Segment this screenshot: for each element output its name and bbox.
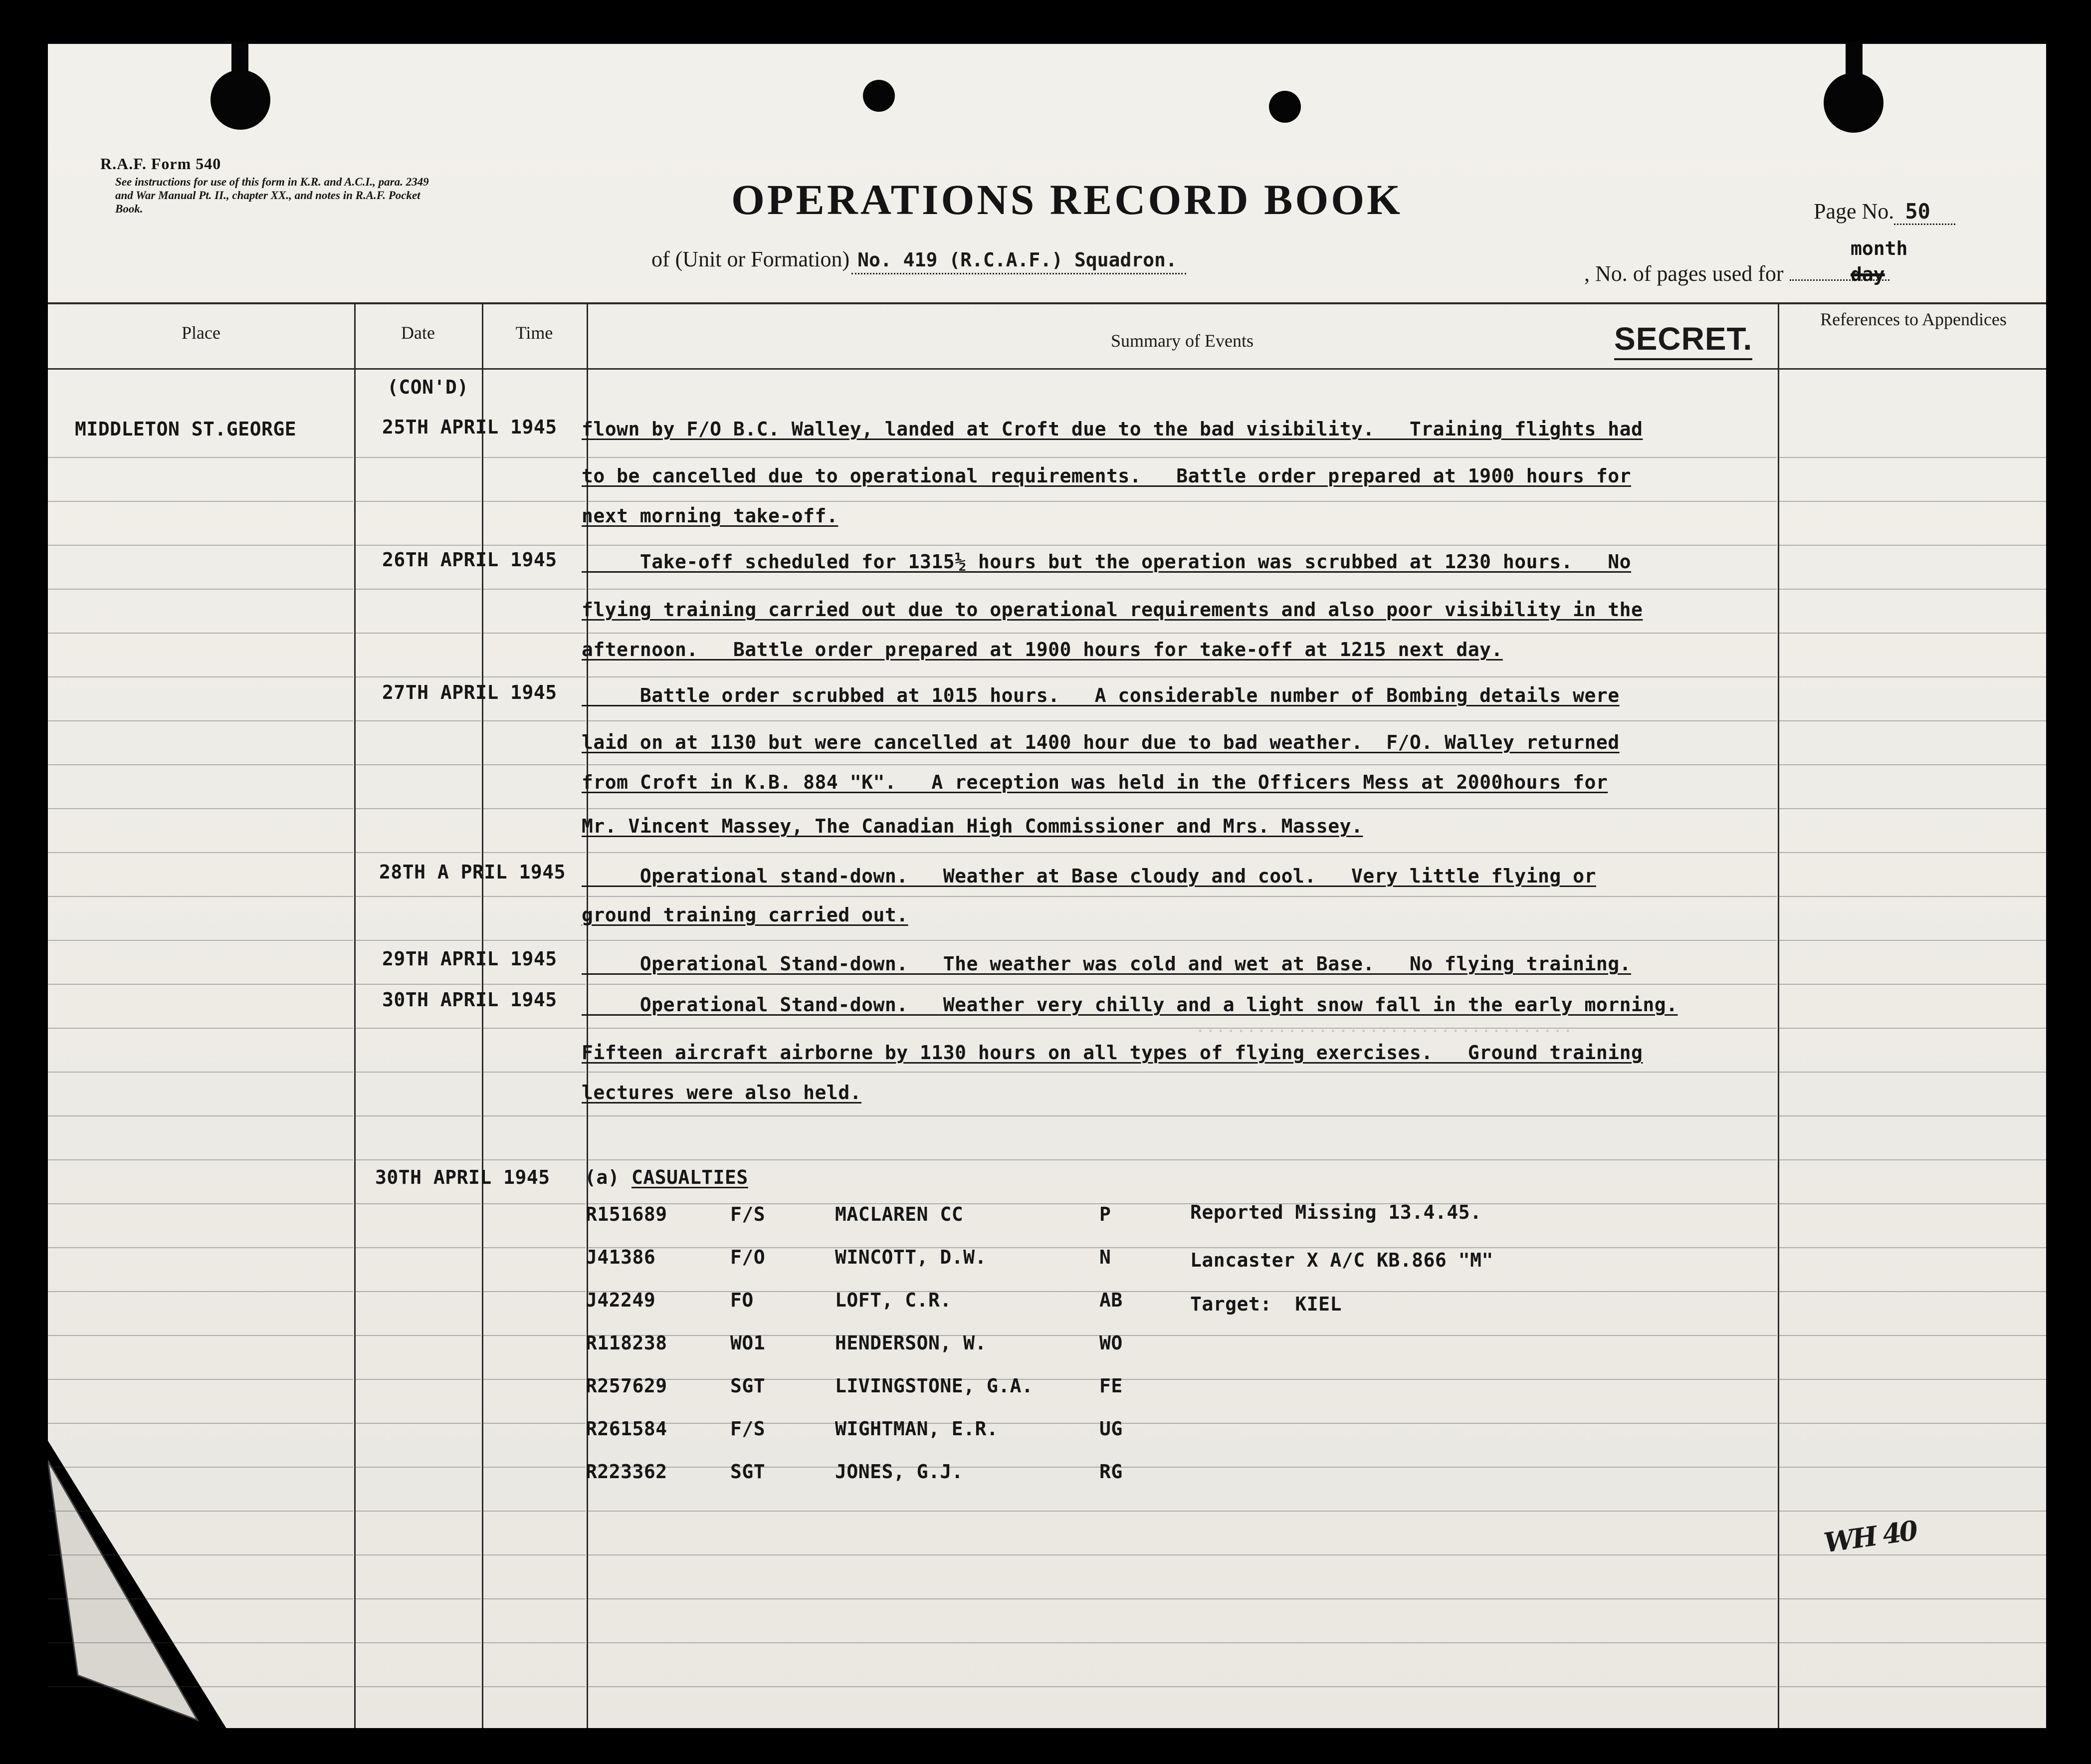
punch-hole-center: [863, 80, 895, 112]
ruled-line: [48, 852, 353, 853]
ruled-line: [483, 1335, 586, 1336]
ruled-line: [48, 1554, 353, 1555]
ruled-line: [356, 1642, 481, 1643]
ruled-line: [588, 633, 1777, 634]
ruled-line: [483, 852, 586, 853]
ruled-line: [1779, 457, 2046, 458]
column-divider-date: [482, 302, 483, 1728]
ruled-line: [1779, 633, 2046, 634]
column-header-place: Place: [182, 323, 220, 343]
entry-text-line: Operational stand-down. Weather at Base cloudy and cool. Very little flying or: [582, 865, 1596, 887]
entry-text-line: to be cancelled due to operational requirements. Battle order prepared at 1900 hours for: [582, 465, 1632, 487]
crew-rank: FO: [730, 1289, 754, 1311]
ruled-line: [588, 545, 1777, 546]
form-number: R.A.F. Form 540: [100, 155, 221, 173]
ruled-line: [356, 676, 481, 677]
column-header-time: Time: [515, 323, 553, 343]
ruled-line: [356, 1203, 481, 1204]
ruled-line: [48, 1423, 353, 1424]
ruled-line: [1779, 720, 2046, 721]
ruled-line: [588, 720, 1777, 721]
ruled-line: [483, 1642, 586, 1643]
page-number-value: 50: [1894, 199, 1955, 225]
column-header-references: References to Appendices: [1820, 309, 2007, 329]
crew-name: MACLAREN CC: [835, 1203, 964, 1225]
crew-number: R223362: [586, 1461, 667, 1483]
ruled-line: [483, 1247, 586, 1248]
ruled-line: [483, 1072, 586, 1073]
column-divider-summary: [1778, 302, 1779, 1728]
ruled-line: [356, 1159, 481, 1160]
ruled-line: [588, 764, 1777, 765]
crew-number: R151689: [586, 1203, 667, 1225]
entry-text-line: Fifteen aircraft airborne by 1130 hours on all types of flying exercises. Ground training: [582, 1042, 1643, 1064]
ruled-line: [588, 1423, 1777, 1424]
ruled-line: [356, 720, 481, 721]
ruled-line: [1779, 1379, 2046, 1380]
ruled-line: [356, 457, 481, 458]
ruled-line: [588, 1159, 1777, 1160]
ruled-line: [356, 1028, 481, 1029]
ruled-line: [1779, 1115, 2046, 1116]
ruled-line: [1779, 1072, 2046, 1073]
entry-text-line: flown by F/O B.C. Walley, landed at Croft due to the bad visibility. Training flights had: [582, 418, 1643, 440]
ruled-line: [483, 764, 586, 765]
casualty-note: Reported Missing 13.4.45.: [1190, 1201, 1482, 1223]
entry-text-line: flying training carried out due to operational requirements and also poor visibility in the: [582, 599, 1643, 621]
ruled-line: [356, 1467, 481, 1468]
ruled-line: [356, 501, 481, 502]
ruled-line: [1779, 1642, 2046, 1643]
page-number-field: [1814, 199, 1955, 224]
handwritten-initials: WH 40: [1822, 1514, 1918, 1559]
crew-name: HENDERSON, W.: [835, 1332, 987, 1354]
unit-label: of (Unit or Formation): [651, 247, 850, 271]
column-header-summary: Summary of Events: [1111, 331, 1254, 351]
crew-number: J42249: [586, 1289, 656, 1311]
ruled-line: [588, 1511, 1777, 1512]
casualties-date: 30TH APRIL 1945: [375, 1166, 550, 1188]
header-bottom-border: [48, 368, 2046, 370]
ruled-line: [48, 589, 353, 590]
punch-hole-center-right: [1269, 91, 1301, 123]
crew-name: WINCOTT, D.W.: [835, 1246, 987, 1268]
ruled-line: [48, 545, 353, 546]
ruled-line: [48, 720, 353, 721]
ruled-line: [483, 1467, 586, 1468]
table-top-border: [48, 302, 2046, 304]
ruled-line: [48, 1379, 353, 1380]
pages-used-inserted-word: month: [1851, 237, 1908, 259]
ruled-line: [356, 1379, 481, 1380]
casualty-note: Lancaster X A/C KB.866 "M": [1190, 1249, 1493, 1271]
ruled-line: [588, 1028, 1777, 1029]
crew-role: RG: [1099, 1461, 1123, 1483]
crew-rank: F/O: [730, 1246, 766, 1268]
ruled-line: [483, 1203, 586, 1204]
show-through-ghost: .....................................: [1195, 1017, 1573, 1037]
ruled-line: [48, 1203, 353, 1204]
ruled-line: [356, 852, 481, 853]
ruled-line: [588, 1203, 1777, 1204]
casualties-heading-prefix: (a): [585, 1166, 620, 1188]
ruled-line: [1779, 1554, 2046, 1555]
ruled-line: [483, 1379, 586, 1380]
ruled-line: [483, 589, 586, 590]
ruled-line: [588, 1642, 1777, 1643]
ruled-line: [48, 1467, 353, 1468]
ruled-line: [1779, 1028, 2046, 1029]
page-number-label: Page No.: [1814, 199, 1894, 223]
ruled-line: [48, 940, 353, 941]
ruled-line: [483, 545, 586, 546]
ruled-line: [483, 501, 586, 502]
ruled-line: [48, 676, 353, 677]
ruled-line: [588, 589, 1777, 590]
ruled-line: [48, 1598, 353, 1599]
pages-used-label: , No. of pages used for: [1584, 261, 1784, 286]
ruled-line: [483, 1028, 586, 1029]
form-instructions: See instructions for use of this form in K.R. and A.C.I., para. 2349 and War Manual Pt. II., chapter XX., and notes in R.A.F. Pocket Book.: [115, 176, 429, 215]
ruled-line: [1779, 1423, 2046, 1424]
crew-number: R257629: [586, 1375, 667, 1397]
ruled-line: [588, 940, 1777, 941]
ruled-line: [356, 545, 481, 546]
ruled-line: [48, 1028, 353, 1029]
ruled-line: [1779, 1335, 2046, 1336]
ruled-line: [1779, 1511, 2046, 1512]
ruled-line: [48, 764, 353, 765]
ruled-line: [48, 1642, 353, 1643]
ruled-line: [1779, 1247, 2046, 1248]
ruled-line: [483, 676, 586, 677]
ruled-line: [356, 1291, 481, 1292]
ruled-line: [483, 1598, 586, 1599]
entry-date: 28TH A PRIL 1945: [379, 861, 566, 883]
ruled-line: [48, 633, 353, 634]
ruled-line: [588, 1072, 1777, 1073]
ruled-line: [588, 1291, 1777, 1292]
secret-classification: SECRET.: [1614, 320, 1752, 360]
ruled-line: [48, 1511, 353, 1512]
record-sheet: [48, 44, 2046, 1728]
entry-text-line: afternoon. Battle order prepared at 1900 hours for take-off at 1215 next day.: [582, 639, 1503, 661]
ruled-line: [356, 1554, 481, 1555]
casualties-heading: CASUALTIES: [631, 1166, 748, 1188]
ruled-line: [356, 589, 481, 590]
entry-text-line: Mr. Vincent Massey, The Canadian High Commissioner and Mrs. Massey.: [582, 815, 1363, 837]
entry-date: 25TH APRIL 1945: [382, 416, 557, 438]
column-header-date: Date: [401, 323, 435, 343]
ruled-line: [356, 808, 481, 809]
ruled-line: [1779, 589, 2046, 590]
ruled-line: [588, 1379, 1777, 1380]
crew-role: WO: [1099, 1332, 1123, 1354]
ruled-line: [356, 1072, 481, 1073]
ruled-line: [1779, 1467, 2046, 1468]
casualty-note: Target: KIEL: [1190, 1293, 1342, 1315]
ruled-line: [483, 1686, 586, 1687]
ruled-line: [483, 1554, 586, 1555]
ruled-line: [588, 896, 1777, 897]
ruled-line: [483, 1115, 586, 1116]
ruled-line: [1779, 501, 2046, 502]
entry-text-line: from Croft in K.B. 884 "K". A reception was held in the Officers Mess at 2000hours for: [582, 771, 1608, 793]
ruled-line: [356, 764, 481, 765]
column-divider-place: [354, 302, 356, 1728]
crew-role: FE: [1099, 1375, 1123, 1397]
ruled-line: [588, 1247, 1777, 1248]
entry-text-line: Operational Stand-down. Weather very chilly and a light snow fall in the early morning.: [582, 994, 1678, 1016]
ruled-line: [1779, 984, 2046, 985]
pages-used-struck-word: day: [1851, 263, 1885, 285]
ruled-line: [483, 633, 586, 634]
entry-date: 27TH APRIL 1945: [382, 681, 557, 703]
ruled-line: [1779, 1203, 2046, 1204]
ruled-line: [588, 1554, 1777, 1555]
ruled-line: [483, 896, 586, 897]
ruled-line: [1779, 545, 2046, 546]
ruled-line: [356, 633, 481, 634]
entry-text-line: lectures were also held.: [582, 1082, 862, 1103]
punch-hole-right: [1824, 73, 1883, 133]
ruled-line: [483, 1423, 586, 1424]
ruled-line: [483, 720, 586, 721]
entry-text-line: laid on at 1130 but were cancelled at 1400 hour due to bad weather. F/O. Walley returned: [582, 731, 1620, 753]
continued-marker: (CON'D): [387, 376, 469, 398]
ruled-line: [48, 896, 353, 897]
crew-name: LIVINGSTONE, G.A.: [835, 1375, 1034, 1397]
entry-text-line: Operational Stand-down. The weather was cold and wet at Base. No flying training.: [582, 953, 1632, 975]
entry-text-line: Take-off scheduled for 1315½ hours but the operation was scrubbed at 1230 hours. No: [582, 551, 1632, 573]
crew-rank: F/S: [730, 1203, 766, 1225]
ruled-line: [356, 1511, 481, 1512]
ruled-line: [588, 852, 1777, 853]
ruled-line: [483, 1159, 586, 1160]
entry-date: 30TH APRIL 1945: [382, 989, 557, 1011]
ruled-line: [588, 457, 1777, 458]
crew-number: J41386: [586, 1246, 656, 1268]
ruled-line: [48, 457, 353, 458]
unit-line: [651, 246, 1186, 272]
ruled-line: [48, 1335, 353, 1336]
crew-name: JONES, G.J.: [835, 1461, 964, 1483]
ruled-line: [356, 1423, 481, 1424]
ruled-line: [48, 1686, 353, 1687]
entry-date: 26TH APRIL 1945: [382, 549, 557, 571]
ruled-line: [1779, 676, 2046, 677]
ruled-line: [356, 1115, 481, 1116]
crew-name: WIGHTMAN, E.R.: [835, 1418, 999, 1440]
ruled-line: [1779, 896, 2046, 897]
ruled-line: [356, 984, 481, 985]
entry-date: 29TH APRIL 1945: [382, 948, 557, 970]
ruled-line: [1779, 852, 2046, 853]
crew-rank: WO1: [730, 1332, 766, 1354]
page-title: OPERATIONS RECORD BOOK: [731, 176, 1403, 223]
crew-role: P: [1099, 1203, 1111, 1225]
ruled-line: [1779, 808, 2046, 809]
ruled-line: [1779, 1686, 2046, 1687]
ruled-line: [588, 1686, 1777, 1687]
ruled-line: [1779, 1291, 2046, 1292]
ruled-line: [588, 501, 1777, 502]
crew-role: UG: [1099, 1418, 1123, 1440]
ruled-line: [1779, 1159, 2046, 1160]
crew-role: AB: [1099, 1289, 1123, 1311]
ruled-line: [48, 501, 353, 502]
ruled-line: [48, 808, 353, 809]
ruled-line: [483, 940, 586, 941]
pages-used-field: [1584, 259, 1889, 286]
entry-text-line: next morning take-off.: [582, 505, 838, 527]
ruled-line: [588, 984, 1777, 985]
ruled-line: [48, 1291, 353, 1292]
ruled-line: [1779, 940, 2046, 941]
form-identification: [100, 155, 439, 216]
ruled-line: [48, 1072, 353, 1073]
crew-rank: F/S: [730, 1418, 766, 1440]
place-cell: MIDDLETON ST.GEORGE: [75, 418, 297, 440]
ruled-line: [483, 457, 586, 458]
crew-rank: SGT: [730, 1375, 766, 1397]
punch-hole-left: [210, 70, 270, 130]
ruled-line: [48, 1159, 353, 1160]
ruled-line: [483, 808, 586, 809]
ruled-line: [356, 1335, 481, 1336]
entry-text-line: ground training carried out.: [582, 904, 908, 926]
ruled-line: [48, 1247, 353, 1248]
ruled-line: [356, 896, 481, 897]
ruled-line: [588, 1598, 1777, 1599]
ruled-line: [483, 1291, 586, 1292]
ruled-line: [588, 808, 1777, 809]
unit-name: No. 419 (R.C.A.F.) Squadron.: [851, 249, 1186, 274]
crew-rank: SGT: [730, 1461, 766, 1483]
ruled-line: [588, 1115, 1777, 1116]
crew-role: N: [1099, 1246, 1111, 1268]
ruled-line: [588, 676, 1777, 677]
ruled-line: [1779, 764, 2046, 765]
crew-number: R118238: [586, 1332, 667, 1354]
ruled-line: [588, 1335, 1777, 1336]
ruled-line: [1779, 1598, 2046, 1599]
ruled-line: [356, 1598, 481, 1599]
ruled-line: [356, 1686, 481, 1687]
ruled-line: [356, 940, 481, 941]
ruled-line: [483, 1511, 586, 1512]
ruled-line: [483, 984, 586, 985]
entry-text-line: Battle order scrubbed at 1015 hours. A considerable number of Bombing details were: [582, 684, 1620, 706]
crew-name: LOFT, C.R.: [835, 1289, 952, 1311]
ruled-line: [588, 1467, 1777, 1468]
ruled-line: [356, 1247, 481, 1248]
ruled-line: [48, 1115, 353, 1116]
crew-number: R261584: [586, 1418, 667, 1440]
ruled-line: [48, 984, 353, 985]
